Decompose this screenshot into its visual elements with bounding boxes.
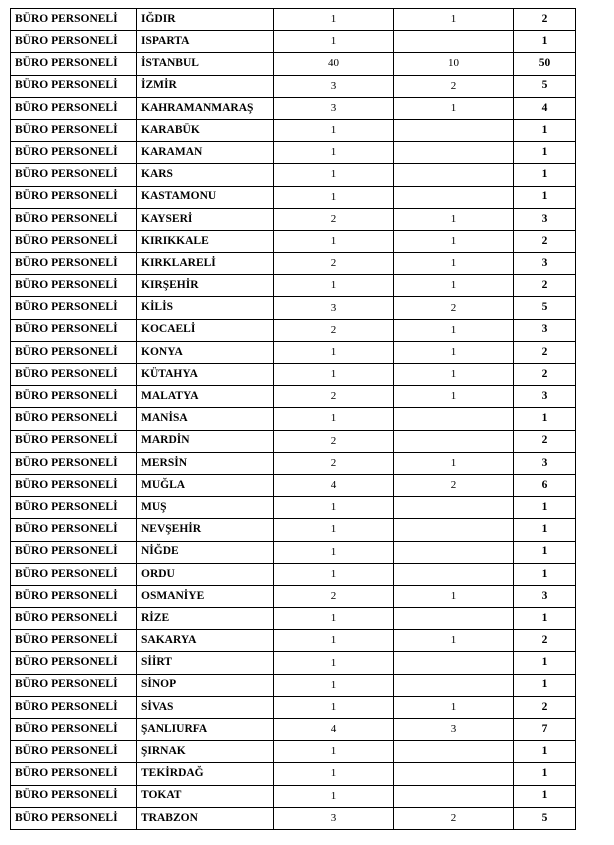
count-b-cell bbox=[394, 31, 514, 53]
total-cell: 2 bbox=[514, 630, 576, 652]
position-title-cell: BÜRO PERSONELİ bbox=[11, 741, 137, 763]
table-row bbox=[11, 452, 576, 474]
total-cell: 1 bbox=[514, 763, 576, 785]
total-cell: 1 bbox=[514, 164, 576, 186]
count-b-cell: 1 bbox=[394, 386, 514, 408]
position-title-cell: BÜRO PERSONELİ bbox=[11, 474, 137, 496]
position-title-cell: BÜRO PERSONELİ bbox=[11, 341, 137, 363]
position-title-cell: BÜRO PERSONELİ bbox=[11, 563, 137, 585]
count-b-cell bbox=[394, 563, 514, 585]
position-title-cell: BÜRO PERSONELİ bbox=[11, 53, 137, 75]
count-b-cell bbox=[394, 497, 514, 519]
table-row bbox=[11, 630, 576, 652]
position-title-cell: BÜRO PERSONELİ bbox=[11, 452, 137, 474]
count-b-cell: 1 bbox=[394, 585, 514, 607]
position-title-cell: BÜRO PERSONELİ bbox=[11, 9, 137, 31]
table-row bbox=[11, 97, 576, 119]
position-title-cell: BÜRO PERSONELİ bbox=[11, 652, 137, 674]
total-cell: 1 bbox=[514, 674, 576, 696]
table-row bbox=[11, 341, 576, 363]
province-cell: KARABÜK bbox=[137, 119, 274, 141]
province-cell: TRABZON bbox=[137, 807, 274, 829]
position-title-cell: BÜRO PERSONELİ bbox=[11, 585, 137, 607]
position-title-cell: BÜRO PERSONELİ bbox=[11, 608, 137, 630]
table-row bbox=[11, 474, 576, 496]
table-row bbox=[11, 519, 576, 541]
table-row bbox=[11, 807, 576, 829]
count-b-cell: 2 bbox=[394, 807, 514, 829]
position-title-cell: BÜRO PERSONELİ bbox=[11, 164, 137, 186]
province-cell: KIRŞEHİR bbox=[137, 275, 274, 297]
province-cell: KİLİS bbox=[137, 297, 274, 319]
position-title-cell: BÜRO PERSONELİ bbox=[11, 763, 137, 785]
count-b-cell bbox=[394, 408, 514, 430]
table-row bbox=[11, 763, 576, 785]
position-title-cell: BÜRO PERSONELİ bbox=[11, 674, 137, 696]
count-a-cell: 2 bbox=[274, 430, 394, 452]
total-cell: 2 bbox=[514, 275, 576, 297]
table-row bbox=[11, 142, 576, 164]
position-title-cell: BÜRO PERSONELİ bbox=[11, 31, 137, 53]
province-cell: OSMANİYE bbox=[137, 585, 274, 607]
count-b-cell bbox=[394, 541, 514, 563]
table-row bbox=[11, 230, 576, 252]
table-row bbox=[11, 785, 576, 807]
count-a-cell: 1 bbox=[274, 519, 394, 541]
count-a-cell: 1 bbox=[274, 541, 394, 563]
count-a-cell: 1 bbox=[274, 341, 394, 363]
table-row bbox=[11, 53, 576, 75]
province-cell: MALATYA bbox=[137, 386, 274, 408]
total-cell: 3 bbox=[514, 319, 576, 341]
province-cell: KOCAELİ bbox=[137, 319, 274, 341]
province-cell: KAHRAMANMARAŞ bbox=[137, 97, 274, 119]
count-a-cell: 1 bbox=[274, 275, 394, 297]
count-b-cell bbox=[394, 519, 514, 541]
count-b-cell: 1 bbox=[394, 319, 514, 341]
position-title-cell: BÜRO PERSONELİ bbox=[11, 630, 137, 652]
count-b-cell bbox=[394, 164, 514, 186]
province-cell: ŞANLIURFA bbox=[137, 719, 274, 741]
province-cell: ORDU bbox=[137, 563, 274, 585]
count-a-cell: 1 bbox=[274, 119, 394, 141]
position-title-cell: BÜRO PERSONELİ bbox=[11, 142, 137, 164]
table-row bbox=[11, 719, 576, 741]
province-cell: KIRKLARELİ bbox=[137, 253, 274, 275]
total-cell: 3 bbox=[514, 585, 576, 607]
province-cell: RİZE bbox=[137, 608, 274, 630]
count-b-cell bbox=[394, 119, 514, 141]
province-cell: KARS bbox=[137, 164, 274, 186]
province-cell: KIRIKKALE bbox=[137, 230, 274, 252]
province-cell: MARDİN bbox=[137, 430, 274, 452]
position-title-cell: BÜRO PERSONELİ bbox=[11, 75, 137, 97]
table-body bbox=[11, 9, 576, 830]
total-cell: 1 bbox=[514, 541, 576, 563]
total-cell: 1 bbox=[514, 741, 576, 763]
position-title-cell: BÜRO PERSONELİ bbox=[11, 386, 137, 408]
total-cell: 1 bbox=[514, 652, 576, 674]
position-title-cell: BÜRO PERSONELİ bbox=[11, 297, 137, 319]
total-cell: 3 bbox=[514, 208, 576, 230]
count-b-cell: 2 bbox=[394, 75, 514, 97]
count-a-cell: 2 bbox=[274, 386, 394, 408]
count-a-cell: 1 bbox=[274, 230, 394, 252]
province-cell: MUŞ bbox=[137, 497, 274, 519]
count-a-cell: 2 bbox=[274, 208, 394, 230]
province-cell: KÜTAHYA bbox=[137, 364, 274, 386]
count-b-cell: 1 bbox=[394, 253, 514, 275]
count-b-cell bbox=[394, 430, 514, 452]
count-b-cell: 1 bbox=[394, 230, 514, 252]
count-b-cell: 1 bbox=[394, 696, 514, 718]
count-a-cell: 4 bbox=[274, 474, 394, 496]
total-cell: 2 bbox=[514, 364, 576, 386]
count-b-cell bbox=[394, 608, 514, 630]
total-cell: 1 bbox=[514, 186, 576, 208]
table-row bbox=[11, 563, 576, 585]
total-cell: 1 bbox=[514, 119, 576, 141]
province-cell: MANİSA bbox=[137, 408, 274, 430]
count-a-cell: 1 bbox=[274, 186, 394, 208]
province-cell: İSTANBUL bbox=[137, 53, 274, 75]
total-cell: 1 bbox=[514, 785, 576, 807]
table-row bbox=[11, 741, 576, 763]
count-a-cell: 1 bbox=[274, 630, 394, 652]
count-a-cell: 1 bbox=[274, 785, 394, 807]
count-b-cell: 3 bbox=[394, 719, 514, 741]
province-cell: SİNOP bbox=[137, 674, 274, 696]
count-a-cell: 2 bbox=[274, 253, 394, 275]
total-cell: 2 bbox=[514, 9, 576, 31]
table-row bbox=[11, 275, 576, 297]
table-row bbox=[11, 408, 576, 430]
count-b-cell: 1 bbox=[394, 364, 514, 386]
count-a-cell: 1 bbox=[274, 31, 394, 53]
count-a-cell: 3 bbox=[274, 297, 394, 319]
total-cell: 4 bbox=[514, 97, 576, 119]
count-b-cell: 2 bbox=[394, 474, 514, 496]
table-row bbox=[11, 31, 576, 53]
count-b-cell: 1 bbox=[394, 208, 514, 230]
province-cell: KARAMAN bbox=[137, 142, 274, 164]
count-a-cell: 3 bbox=[274, 75, 394, 97]
table-row bbox=[11, 430, 576, 452]
province-cell: MUĞLA bbox=[137, 474, 274, 496]
position-title-cell: BÜRO PERSONELİ bbox=[11, 541, 137, 563]
total-cell: 3 bbox=[514, 452, 576, 474]
province-cell: KONYA bbox=[137, 341, 274, 363]
province-cell: TEKİRDAĞ bbox=[137, 763, 274, 785]
table-row bbox=[11, 319, 576, 341]
province-cell: İZMİR bbox=[137, 75, 274, 97]
total-cell: 50 bbox=[514, 53, 576, 75]
table-row bbox=[11, 164, 576, 186]
total-cell: 1 bbox=[514, 31, 576, 53]
count-b-cell bbox=[394, 674, 514, 696]
position-title-cell: BÜRO PERSONELİ bbox=[11, 275, 137, 297]
count-a-cell: 4 bbox=[274, 719, 394, 741]
total-cell: 1 bbox=[514, 519, 576, 541]
count-a-cell: 3 bbox=[274, 807, 394, 829]
count-b-cell: 1 bbox=[394, 97, 514, 119]
table-row bbox=[11, 186, 576, 208]
table-row bbox=[11, 297, 576, 319]
count-a-cell: 40 bbox=[274, 53, 394, 75]
province-cell: ŞIRNAK bbox=[137, 741, 274, 763]
province-cell: SAKARYA bbox=[137, 630, 274, 652]
count-b-cell: 10 bbox=[394, 53, 514, 75]
count-a-cell: 1 bbox=[274, 164, 394, 186]
count-a-cell: 2 bbox=[274, 452, 394, 474]
count-a-cell: 3 bbox=[274, 97, 394, 119]
count-b-cell: 1 bbox=[394, 9, 514, 31]
table-row bbox=[11, 674, 576, 696]
position-title-cell: BÜRO PERSONELİ bbox=[11, 807, 137, 829]
count-a-cell: 1 bbox=[274, 741, 394, 763]
position-title-cell: BÜRO PERSONELİ bbox=[11, 319, 137, 341]
province-cell: ISPARTA bbox=[137, 31, 274, 53]
count-a-cell: 1 bbox=[274, 763, 394, 785]
count-a-cell: 1 bbox=[274, 652, 394, 674]
count-a-cell: 2 bbox=[274, 319, 394, 341]
position-title-cell: BÜRO PERSONELİ bbox=[11, 186, 137, 208]
count-b-cell: 2 bbox=[394, 297, 514, 319]
table-row bbox=[11, 119, 576, 141]
total-cell: 6 bbox=[514, 474, 576, 496]
table-row bbox=[11, 541, 576, 563]
count-a-cell: 1 bbox=[274, 364, 394, 386]
total-cell: 2 bbox=[514, 430, 576, 452]
province-cell: SİVAS bbox=[137, 696, 274, 718]
staff-distribution-table bbox=[10, 8, 576, 830]
table-row bbox=[11, 497, 576, 519]
table-row bbox=[11, 696, 576, 718]
count-a-cell: 1 bbox=[274, 142, 394, 164]
table-row bbox=[11, 608, 576, 630]
total-cell: 1 bbox=[514, 563, 576, 585]
total-cell: 2 bbox=[514, 230, 576, 252]
count-b-cell bbox=[394, 142, 514, 164]
province-cell: KASTAMONU bbox=[137, 186, 274, 208]
total-cell: 1 bbox=[514, 408, 576, 430]
table-row bbox=[11, 75, 576, 97]
province-cell: NİĞDE bbox=[137, 541, 274, 563]
position-title-cell: BÜRO PERSONELİ bbox=[11, 497, 137, 519]
count-b-cell: 1 bbox=[394, 341, 514, 363]
total-cell: 1 bbox=[514, 608, 576, 630]
province-cell: SİİRT bbox=[137, 652, 274, 674]
count-a-cell: 1 bbox=[274, 9, 394, 31]
position-title-cell: BÜRO PERSONELİ bbox=[11, 230, 137, 252]
position-title-cell: BÜRO PERSONELİ bbox=[11, 719, 137, 741]
position-title-cell: BÜRO PERSONELİ bbox=[11, 408, 137, 430]
count-b-cell: 1 bbox=[394, 452, 514, 474]
table-row bbox=[11, 9, 576, 31]
count-b-cell bbox=[394, 785, 514, 807]
position-title-cell: BÜRO PERSONELİ bbox=[11, 430, 137, 452]
count-b-cell: 1 bbox=[394, 275, 514, 297]
position-title-cell: BÜRO PERSONELİ bbox=[11, 519, 137, 541]
count-b-cell bbox=[394, 186, 514, 208]
table-row bbox=[11, 585, 576, 607]
province-cell: KAYSERİ bbox=[137, 208, 274, 230]
count-b-cell: 1 bbox=[394, 630, 514, 652]
count-a-cell: 1 bbox=[274, 497, 394, 519]
count-a-cell: 2 bbox=[274, 585, 394, 607]
province-cell: NEVŞEHİR bbox=[137, 519, 274, 541]
count-a-cell: 1 bbox=[274, 608, 394, 630]
count-b-cell bbox=[394, 652, 514, 674]
table-row bbox=[11, 364, 576, 386]
count-a-cell: 1 bbox=[274, 408, 394, 430]
position-title-cell: BÜRO PERSONELİ bbox=[11, 364, 137, 386]
position-title-cell: BÜRO PERSONELİ bbox=[11, 208, 137, 230]
total-cell: 2 bbox=[514, 696, 576, 718]
total-cell: 5 bbox=[514, 75, 576, 97]
total-cell: 5 bbox=[514, 807, 576, 829]
position-title-cell: BÜRO PERSONELİ bbox=[11, 696, 137, 718]
position-title-cell: BÜRO PERSONELİ bbox=[11, 253, 137, 275]
table-row bbox=[11, 208, 576, 230]
count-b-cell bbox=[394, 741, 514, 763]
total-cell: 5 bbox=[514, 297, 576, 319]
total-cell: 3 bbox=[514, 253, 576, 275]
total-cell: 2 bbox=[514, 341, 576, 363]
table-row bbox=[11, 652, 576, 674]
province-cell: MERSİN bbox=[137, 452, 274, 474]
total-cell: 3 bbox=[514, 386, 576, 408]
total-cell: 7 bbox=[514, 719, 576, 741]
province-cell: IĞDIR bbox=[137, 9, 274, 31]
position-title-cell: BÜRO PERSONELİ bbox=[11, 119, 137, 141]
count-a-cell: 1 bbox=[274, 696, 394, 718]
count-b-cell bbox=[394, 763, 514, 785]
total-cell: 1 bbox=[514, 142, 576, 164]
total-cell: 1 bbox=[514, 497, 576, 519]
province-cell: TOKAT bbox=[137, 785, 274, 807]
position-title-cell: BÜRO PERSONELİ bbox=[11, 785, 137, 807]
count-a-cell: 1 bbox=[274, 674, 394, 696]
table-row bbox=[11, 253, 576, 275]
position-title-cell: BÜRO PERSONELİ bbox=[11, 97, 137, 119]
table-row bbox=[11, 386, 576, 408]
count-a-cell: 1 bbox=[274, 563, 394, 585]
